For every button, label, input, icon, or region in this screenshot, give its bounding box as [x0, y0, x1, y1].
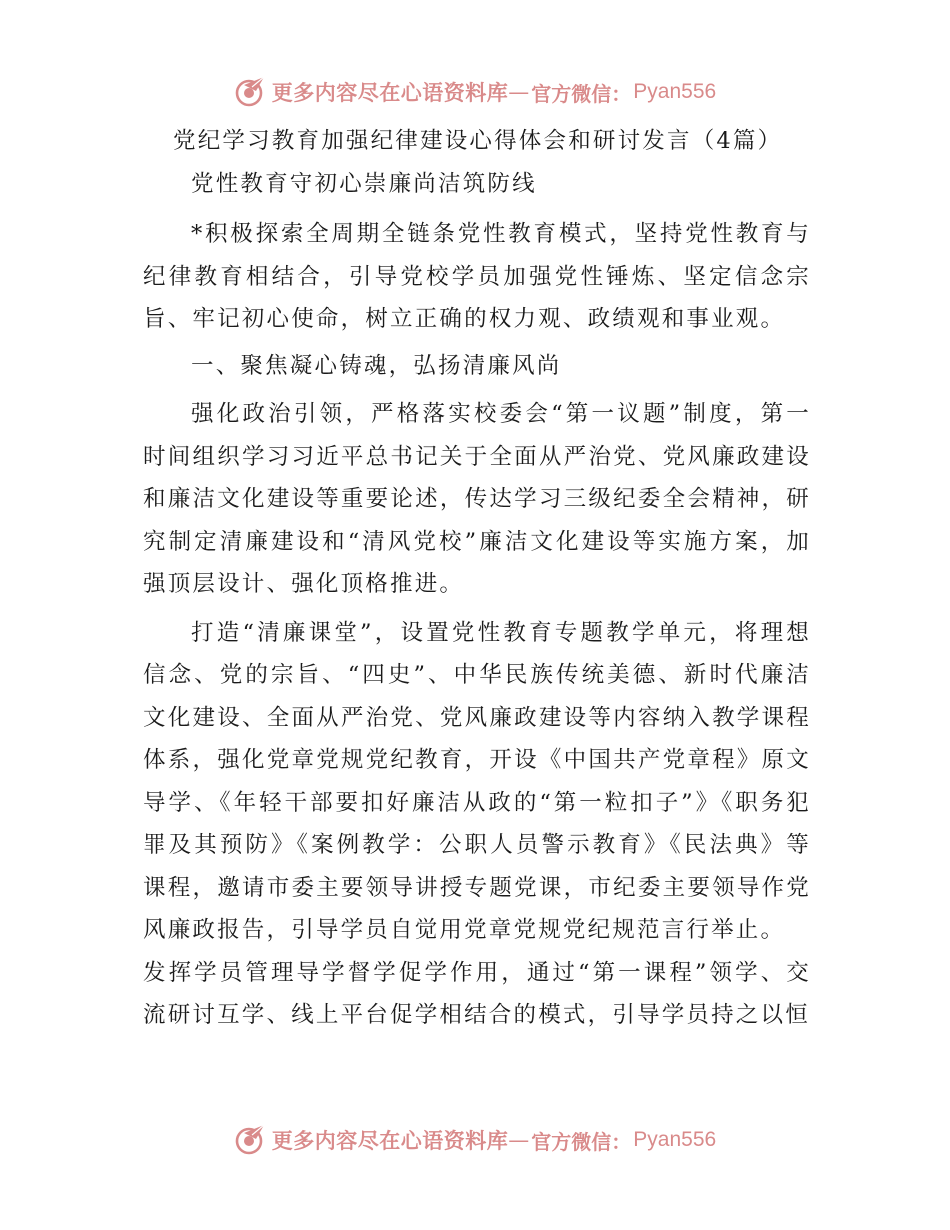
document-body [143, 120, 811, 1037]
banner-wechat-label: 官方微信： [531, 1129, 632, 1154]
banner-text: 更多内容尽在心语资料库 [271, 1129, 509, 1153]
banner-wechat-id: Pyan556 [633, 1128, 717, 1151]
header-watermark-banner [0, 72, 950, 112]
banner-text: 更多内容尽在心语资料库 [271, 81, 509, 105]
body-paragraph-3: 发挥学员管理导学督学促学作用，通过“第一课程”领学、交流研讨互学、线上平台促学相结合的模式，引导学员持之以恒 [143, 959, 811, 1028]
intro-paragraph: *积极探索全周期全链条党性教育模式，坚持党性教育与纪律教育相结合，引导党校学员加强党性锤炼、坚定信念宗旨、牢记初心使命，树立正确的权力观、政绩观和事业观。 [143, 221, 811, 332]
document-subtitle: 党性教育守初心崇廉尚洁筑防线 [191, 170, 537, 197]
body-paragraph-2: 打造“清廉课堂”，设置党性教育专题教学单元，将理想信念、党的宗旨、“四史”、中华民族传统美德、新时代廉洁文化建设、全面从严治党、党风廉政建设等内容纳入教学课程体系，强化党章党规党纪教育，开设《中国共产党章程》原文导学、《年轻干部要扣好廉洁从政的“第一粒扣子”》《职务犯罪及其预防》《案例教学：公职人员警示教育》《民法典》等课程，邀请市委主要领导讲授专题党课，市纪委主要领导作党风廉政报告，引导学员自觉用党章党规党纪规范言行举止。 [143, 619, 811, 943]
section-heading: 一、聚焦凝心铸魂，弘扬清廉风尚 [191, 352, 562, 379]
banner-dash: — [508, 1128, 530, 1152]
banner-wechat-label: 官方微信： [531, 81, 632, 106]
banner-wechat-id: Pyan556 [633, 80, 717, 103]
quill-seal-logo-icon [234, 75, 268, 109]
body-paragraph-1: 强化政治引领，严格落实校委会“第一议题”制度，第一时间组织学习习近平总书记关于全面从严治党、党风廉政建设和廉洁文化建设等重要论述，传达学习三级纪委全会精神，研究制定清廉建设和“清风党校”廉洁文化建设等实施方案，加强顶层设计、强化顶格推进。 [143, 401, 811, 597]
document-title: 党纪学习教育加强纪律建设心得体会和研讨发言（4篇） [173, 128, 783, 154]
footer-watermark-banner [0, 1120, 950, 1160]
quill-seal-logo-icon [234, 1123, 268, 1157]
banner-dash: — [508, 80, 530, 104]
